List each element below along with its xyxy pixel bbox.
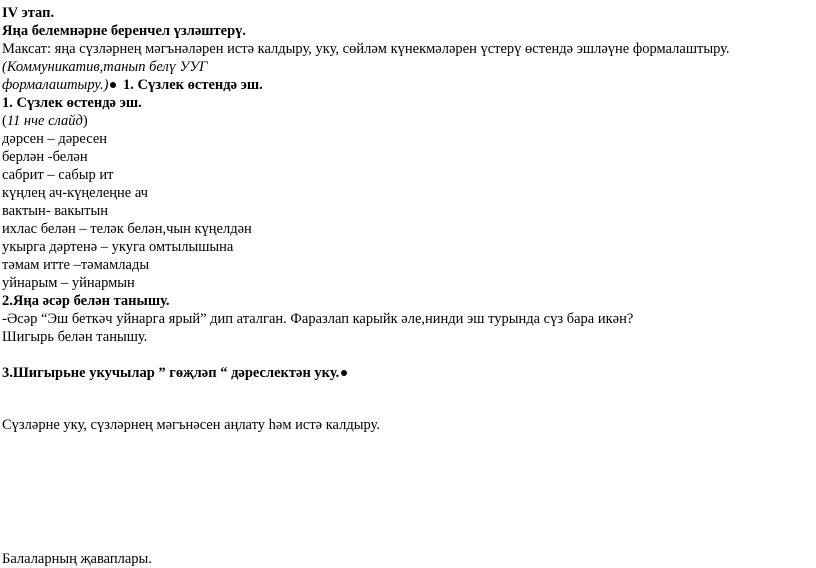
bullet-icon (341, 370, 347, 376)
uud-line-1: (Коммуникатив,танып белү УУГ (2, 59, 208, 75)
reading-task: Сүзләрне уку, сүзләрнең мәгънәсен аңлату һәм истә калдыру. (2, 417, 380, 433)
reading-heading-line (2, 364, 350, 382)
slide-ref-close: ) (82, 113, 88, 129)
acquaint-question: -Әсәр “Эш беткәч уйнарга ярый” дип аталган. Фаразлап карыйк әле,нинди эш турында сүз бара икән? (2, 311, 634, 327)
acquaint-poem: Шигырь белән танышу. (2, 329, 148, 345)
reading-heading: 3.Шигырьне укучылар ” гөҗләп “ дәреслектән уку. (2, 365, 340, 381)
acquaint-heading: 2.Яңа әсәр белән танышу. (2, 293, 170, 309)
vocab-item: дәрсен – дәресен (2, 131, 108, 147)
uud-line-2 (2, 76, 263, 94)
section-heading: Яңа белемнәрне беренчел үзләштерү. (2, 23, 247, 39)
vocab-item: сабрит – сабыр ит (2, 167, 114, 183)
vocab-item: берлән -белән (2, 149, 88, 165)
stage-title: IV этап. (2, 5, 55, 21)
vocab-item: күңлең ач-күңелеңне ач (2, 185, 148, 201)
uud-line-2-text: формалаштыру.) (2, 77, 109, 93)
slide-reference (2, 112, 88, 130)
vocab-item: укырга дәртенә – укуга омтылышына (2, 239, 234, 255)
slide-ref-text: 11 нче слайд (6, 113, 83, 129)
bullet-icon (110, 82, 116, 88)
vocab-heading: 1. Сүзлек өстендә эш. (2, 95, 142, 111)
vocab-item: тәмам итте –тәмамлады (2, 257, 150, 273)
vocab-item: уйнарым – уйнармын (2, 275, 135, 291)
slide-ref-open: ( (2, 113, 7, 129)
goal-text: Максат: яңа сүзләрнең мәгънәләрен истә калдыру, уку, сөйләм күнекмәләрен үстерү өстендә эшләүне формалаштыру. (2, 41, 730, 57)
uud-line-2-tail: 1. Сүзлек өстендә эш. (119, 77, 263, 93)
answers: Балаларның җаваплары. (2, 551, 152, 567)
vocab-item: вактын- вакытын (2, 203, 108, 219)
vocab-item: ихлас белән – теләк белән,чын күңелдән (2, 221, 252, 237)
